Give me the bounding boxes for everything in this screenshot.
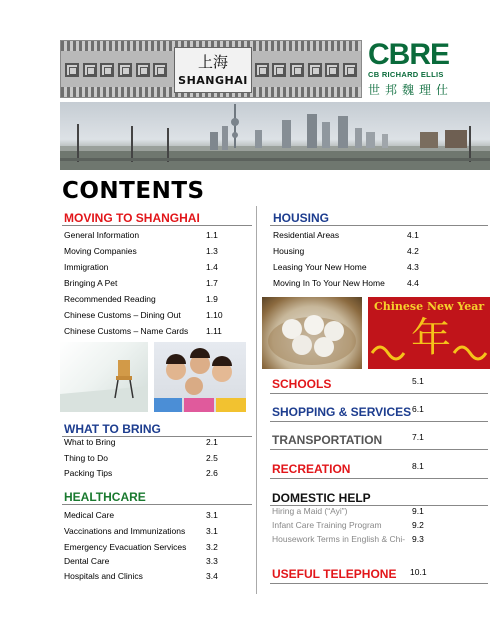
shanghai-banner <box>60 40 362 98</box>
cny-character: 年 <box>411 315 451 361</box>
shopping-divider <box>270 421 488 422</box>
section-heading-healthcare: HEALTHCARE <box>64 490 146 504</box>
banner-chinese-title: 上海 <box>197 53 228 71</box>
moving-divider <box>62 225 252 226</box>
schools-page: 5.1 <box>412 376 424 386</box>
section-heading-recreation: RECREATION <box>272 462 351 476</box>
banner-title-box <box>174 47 252 93</box>
section-heading-shopping: SHOPPING & SERVICES <box>272 405 412 419</box>
empty-room-photo <box>60 342 148 412</box>
transportation-divider <box>270 449 488 450</box>
logo-sub-text: CB RICHARD ELLIS <box>368 70 444 79</box>
section-heading-moving: MOVING TO SHANGHAI <box>64 211 200 225</box>
recreation-page: 8.1 <box>412 461 424 471</box>
banner-english-title: SHANGHAI <box>178 74 248 87</box>
cbre-logo <box>368 40 488 98</box>
housing-divider <box>270 225 488 226</box>
chinese-new-year-image <box>368 297 490 369</box>
section-heading-housing: HOUSING <box>273 211 330 225</box>
healthcare-divider <box>62 504 252 505</box>
dumplings-photo <box>262 297 362 369</box>
logo-main-text: CBRE <box>368 38 450 71</box>
children-photo <box>154 342 246 412</box>
section-heading-useful-telephone: USEFUL TELEPHONE <box>272 567 397 581</box>
section-heading-what-to-bring: WHAT TO BRING <box>64 422 161 436</box>
shanghai-skyline-photo <box>60 102 490 170</box>
section-heading-domestic-help: DOMESTIC HELP <box>272 491 371 505</box>
telephone-divider <box>270 583 488 584</box>
transportation-page: 7.1 <box>412 432 424 442</box>
schools-divider <box>270 393 488 394</box>
logo-chinese-text: 世邦魏理仕 <box>368 83 454 97</box>
section-heading-schools: SCHOOLS <box>272 377 332 391</box>
cny-title: Chinese New Year <box>374 300 485 313</box>
shopping-page: 6.1 <box>412 404 424 414</box>
telephone-page: 10.1 <box>410 567 427 577</box>
recreation-divider <box>270 478 488 479</box>
section-heading-transportation: TRANSPORTATION <box>272 433 383 447</box>
page-title: CONTENTS <box>62 178 205 204</box>
column-divider <box>256 206 257 594</box>
